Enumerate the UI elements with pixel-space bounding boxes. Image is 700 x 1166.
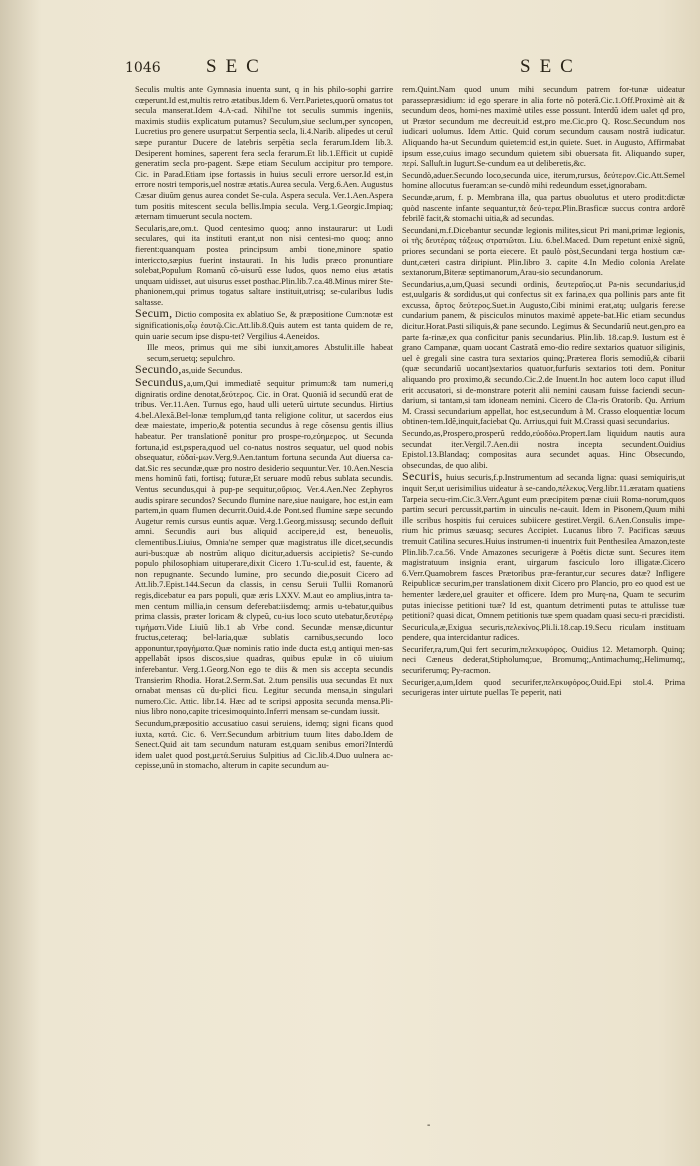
- entry-text: Seculis multis ante Gymnasia inuenta sunt, q in his philo-sophi garrire cœperunt.Id est,multis retro ætatibus.Idem 6. Verr.Parietes,quorũ ornatus tot secula manserat.Idem 4.A-cad. Nihil'ne tot seculis summis ingeniis, maximis studiis explicatum putamus? Seculum,siue seclum,per syncopen, Lucretius pro genere usurpat:ut Serpentia secla, li.4.Narib. alipedes ut ceruĩ sæpe purantur Ducere de latebris serpẽtia secla ferarum.Idem lib.3. Desiperent homines, saperent fera secla ferarum.Et lib.1.Efficit ut cupidẽ generatim secla pro-pagent. Sæpe etiam Seculum accipitur pro tempore. Cic. in Parad.Etiam ipse fortassis in huius seculi errore uersor.Id est,in errore nostri temporis,uel nostræ ætatis.Aurea secula. Verg.6.Aen. Augustus Cæsar diuũm genus aurea condet Se-cula. Aspera secula. Ver.1.Aen.Aspera tum positis mitescent secula bellis.Impia secula. Verg.1.Georgic.Impiaq; æternam timuerunt secula noctem.: [135, 84, 393, 222]
- entry-text: as,uide Secundus.: [181, 365, 243, 376]
- entry-text: Securifer,ra,rum,Qui fert securim,πελεκυφόρος. Ouidius 12. Metamorph. Quinq; neci Cæneus dederat,Stipholumq;ue, Bromumq;,Antimachumq;,Helimumq;, securiferumq; Py-racmon.: [402, 643, 685, 676]
- entry-text: huius securis,f.p.Instrumentum ad secanda ligna: quasi semiquiris,ut inquit Ser,ut uerisimilius uideatur à se-cando,πέλεκυς.Verg.libr.11.æratam quatiens Tarpeia secu-rim.Cic.3.Verr.Agunt eum præcipitem pœnæ ciuii Roma-norum,quos partim securi percussit,partim in uinculis ne-cauit. Idem in Pisonem,Quum mihi ille scribus hospitis fui ceruices subiicere gestiret.Vergil. 6.Aen.Consulis impe-rium hic primus sæuasq; secures Accipiet. Lucanus libro 7. Pacificas sæuus tremuit Catilina secures.Huius instrumen-ti inuentrix fuit Penthesilea Amazon,teste Plin.lib.7.ca.56. Vnde Amazones securigeræ à Poëtis dictæ sunt. Secures item magistratuum insignia erant, uirgarum fasciculo loro illigatæ.Cicero 6.Verr.Quamobrem fasces Prætoribus præ-ferantur,cur secures datæ? Infligere Reipublicæ securim,per translationem dixit Cicero pro Plancio, pro eo quod est ue hementer lædere,uel grauiter et officere. Idem pro Murę-na, Quam te securim putas iniecisse petitioni tuæ? Id est, quantum detrimenti putas te attulisse tuæ petitioni? quasi dicat, Omnem petitionis tuæ spem quadam quasi secu-ri præcidisti.: [402, 472, 685, 621]
- page-edge-shadow: [0, 0, 40, 1166]
- entry-headword: Secundus,: [135, 375, 187, 390]
- dictionary-entry: [402, 428, 685, 470]
- dictionary-entry: [402, 622, 685, 643]
- entry-text: Secundarius,a,um,Quasi secundi ordinis, δευτεραῖος.ut Pa-nis secundarius,id est,uulgaris & sordidus,ut qui confectus sit ex farina,ex qua pollinis pars ante fit excussa, ἄρτος δεύτερος.Suet.in Augusto,Cibi minimi erat,atq; uulgaris fere:se cundarium panem, & pisciculos minutos maximè appete-bat.Hic etiam secundus dicitur.Horat.Pasti siliquis,& pane secundo. Legimus & Secundariũ neut.gen,pro ea parte fa-rinæ,ex qua conficitur panis secundarius. Plin.lib. 18.cap.9. Iustum est è grano Campanæ, quam uocant Castratã emo-dio redire sextarios quatuor siliginis, uel è gregali sine castra tura sextarios quinq;.Præterea floris semodiũ,& cibarii (quæ secundariũ uocant)sextarios quatuor,furfuris sextarios toti dem. Ponitur aliquando pro proximo,& secundo.Cic.2.de Inuent.In hoc autem loco caput illud erit accusatori, si de-monstrare poterit alii nemini causam fuisse faciendi secun-darium, si tantam,si tam idoneam nemini. Cicero de Cla-ris Oratorib. Qu. Arrium M. Crassi secundarium appellat, hoc est,secundum à M. Crasso eloquentiæ locum obtinen-tem.Idẽ,inquit,faciebat Qu. Arrius,qui fuit M.Crassi quasi secundarius.: [402, 278, 685, 427]
- entry-text: rem.Quint.Nam quod unum mihi secundum patrem for-tunæ uideatur parassepræsidium: id ego sperare in alia forte nõ poterã.Cic.1.Off.Proximè ait & secundum deos, homi-nes maximè utiles esse possunt. Interdũ idem ualet qđ pro, ut Prætor secundum me decreuit.id est,pro me.Cic.pro Q. Rosc.Secundum nos iudicari uolumus. Idem Attic. Quid corum secundum causam nostrã iudicatur. Aliquando ha-ut Secundum quietem:id est,in quiete. Suet. in Augusto, Affirmabat ipsum esse,cuius imago secundum quietem sibi obuersata fit. Aliquando super, περί. Salluſt.in Iugurt.Se-cundum ea ut deliberetis,&c.: [402, 84, 685, 169]
- entry-text: Securicula,æ,Exigua securis,πελεκίνος.Pli.li.18.cap.19.Secu riculam instituam pendere, qua intercidantur radices.: [402, 621, 685, 643]
- dictionary-entry: [402, 471, 685, 620]
- dictionary-entry: [135, 377, 393, 717]
- page-header: [0, 56, 700, 80]
- dictionary-entry: [135, 84, 393, 222]
- entry-text: Secundò,aduer.Secundo loco,secunda uice, iterum,rursus, δεύτερον.Cic.Att.Semel homine allocutus fueram:an se-cundò mihi redeundum esset,ignorabam.: [402, 169, 685, 191]
- dictionary-entry: [135, 308, 393, 341]
- running-head-left: SEC: [206, 56, 268, 77]
- dictionary-entry: [402, 84, 685, 169]
- entry-text: Dictio composita ex ablatiuo Se, & præpositione Cum:notæ est significationis,οἷῳ ἑαυτῷ.Cic.Att.lib.8.Quis autem est tanta quidem de re, quin uarie secum ipse dispu-tet? Vergilius 4.Aeneidos.: [135, 309, 393, 341]
- entry-text: Ille meos, primus qui me sibi iunxit,amores Abstulit.ille habeat secum,seruetq; sepulchro.: [147, 342, 393, 363]
- dictionary-entry: [402, 192, 685, 224]
- entry-text: Secundo,as,Prospero,prosperũ reddo,εὐοδόω.Propert.Iam liquidum nautis aura secundat iter.Vergil.7.Aen.dii nostra incepta secundent.Ouidius Epistol.13.Blandaq; compositas aura secundet aquas. Hinc Obsecundo, obsecundas, de quo alibi.: [402, 428, 685, 470]
- entry-text: Securiger,a,um,Idem quod securifer,πελεκυφόρος.Ouid.Epi stol.4. Prima securigeras inter uirtute puellas Te peperit, nati: [402, 676, 685, 698]
- dictionary-entry: [402, 279, 685, 427]
- running-head-right: SEC: [520, 56, 582, 77]
- dictionary-entry: [402, 170, 685, 191]
- footer-mark: -: [427, 1120, 431, 1131]
- entry-text: a,um,Qui immediatẽ sequitur primum:& tam numeri,q digniratis ordine denotat,δεύτερος. Cic. in Orat. Quoniã id secundũ erat de tribus. Ver.11.Aen. Turnus ego, haud ulli ueterũ uirtute secundus. Hirtius 4.bel.Alexã.Bel-lonæ templum,qđ tanta religione colitur, ut sacerdos eius deæ maiestate, imperio,& potentia secundus à rege cõsensu gentis illius habeatur. Per translationẽ ponitur pro prospe-ro,εὐημερος. ut Secunda fortuna,id est,pspera,quod uel co-natus nostros sequatur, uel quod nobis obsequatur, εὐδαί-μων.Verg.9.Aen.tantum fortuna secunda Aut diuersa ca-dat.Sic res secundæ,quæ pro nostro desiderio sequuntur.Ver. 10.Aen.Nescia mens hominũ fati, fortisq; futuræ,Et seruare modũ rebus sublata secundis. Ventus secundus,qui à pup-pe sequitur,οὔριος. Ver.4.Aen.Nec Zephyros audis spirare secundos? Secundo flumine nare,siue nauigare, hoc est,in eam partem,in quam flumen decurrit.Ouid.4.de Pont.sed flumine sæpe secundo Augetur remis cursus euntis aquæ. Verg.1.Georg.missusq; secundo defluit amni. Secundis auri bus aliquid accipere,id est, beneuolis, clementibus.Liuius, Omnia'ne semper quæ magistratus ille dicet,secundis auri-bus:quæ ab nostrũm aliquo dicitur,aduersis accipietis? Se-cundo populo philosophiam uituperare,dixit Cicero 1.Tu-scul.id est, fauente, & non repugnante. Secundo lumine, pro secundo die,posuit Cicero ad Att.lib.7.Epist.144.Secun da classis, in censu Seruii Tullii Romanorũ regis,dicebatur ea pars populi, quæ æris LXXV. M.aut eo amplius,intra ta-men centum millia,in censum deferebat:iisdemq; armis u-tebatur,quibus prima classis, præter loricam & clypeũ, cu-ius loco scuto utebatur,δευτέρῳ τιμήματι.Vide Liuiũ lib.1 ab Vrbe cond. Secundæ mensæ,dicuntur fructus,ceteraq; bel-laria,quæ sublatis carnibus,secundo loco apponuntur,τραγήματα.Quæ nominis ratio inde ducta est,q antiqui men-sas appellabãt ipsos discos,siue quadras, quibus epulæ in cõ uiuium inferebantur. Verg.1.Georg.Non ego te diis & men sis accepta secundis Transierim Rhodia. Horat.2.Serm.Sat. 2.tum pensilis uua secundas Et nux ornabat mensas cũ du-plici ficu. Legitur secunda mensa,in singulari numero.Cic. Attic. libr.14. Hæc ad te scripsi apposita secunda mensa.Pli-nius libro nono,capite tricesimoquinto.Inferri mensam se-cundam iussit.: [135, 378, 393, 717]
- left-column: [135, 84, 393, 1094]
- dictionary-entry: [135, 223, 393, 308]
- right-column: [402, 84, 685, 1094]
- page-number: 1046: [125, 60, 161, 76]
- dictionary-entry: [402, 677, 685, 698]
- entry-text: Secundum,præpositio accusatiuo casui seruiens, idemq; signi ficans quod iuxta, κατά. Cic. 6. Verr.Secundum arbitrium tuum lites dabo.Idem de Senect.Quid ait tam secundum naturam est,quam senibus emori?Interdũ idem ualet quod post,μετά.Seruius Sulpitius ad Cic.lib.4.Duo uulnera ac-cepisse,unũ in stomacho, alterum in capite secundum au-: [135, 718, 393, 771]
- dictionary-entry: [135, 342, 393, 363]
- entry-text: Secundani,m.f.Dicebantur secundæ legionis milites,sicut Pri mani,primæ legionis, οἱ τῆς δευτέρας τάξεως στρατιῶται. Liu. 6.bel.Maced. Dum repetunt enixè signũ, priores secundani se porta eiecere. Et paulò pòst,Secundani terga hostium cæ-dunt,cæteri castra diripiunt. Plin.libro 3. capite 4.In Medio colonia Arelate sextanorum,Biteræ septimanorum,Arau-sio secundanorum.: [402, 224, 685, 278]
- entry-text: Secundæ,arum, f. p. Membrana illa, qua partus obuolutus et utero prodit:dictæ quòd nascente infante sequantur,τὰ δεύ-τερα.Plin.Brasficæ succus contra ardorẽ febrilẽ facit,& stomachi uitia,& ad secundas.: [402, 191, 685, 224]
- entry-headword: Secundo,: [135, 362, 182, 377]
- dictionary-entry: [402, 644, 685, 676]
- entry-headword: Securis,: [402, 469, 443, 484]
- entry-headword: Secum,: [135, 306, 173, 321]
- dictionary-entry: [402, 225, 685, 278]
- dictionary-entry: [135, 718, 393, 771]
- entry-text: Secularis,are,om.t. Quod centesimo quoq; anno instaurarur: ut Ludi seculares, qui ita instituti erant,ut non nisi centesi-mo quoq; anno fierent:quanquam postea principsum ambi tione,minore spatio intericcto,sæpius fuerint instaurati. In his ludis præco pronuntiare solebat,Populum Romanũ cõ-uisurũ esse ludos, quos nemo eius ætatis unquam uidisset, aut uisurus esset posthac.Plin.lib.7.ca.48.Minus mirer Ste-phanionem,qui primus togatus saltare instituit,utrisq; se-cularibus ludis saltasse.: [135, 222, 393, 307]
